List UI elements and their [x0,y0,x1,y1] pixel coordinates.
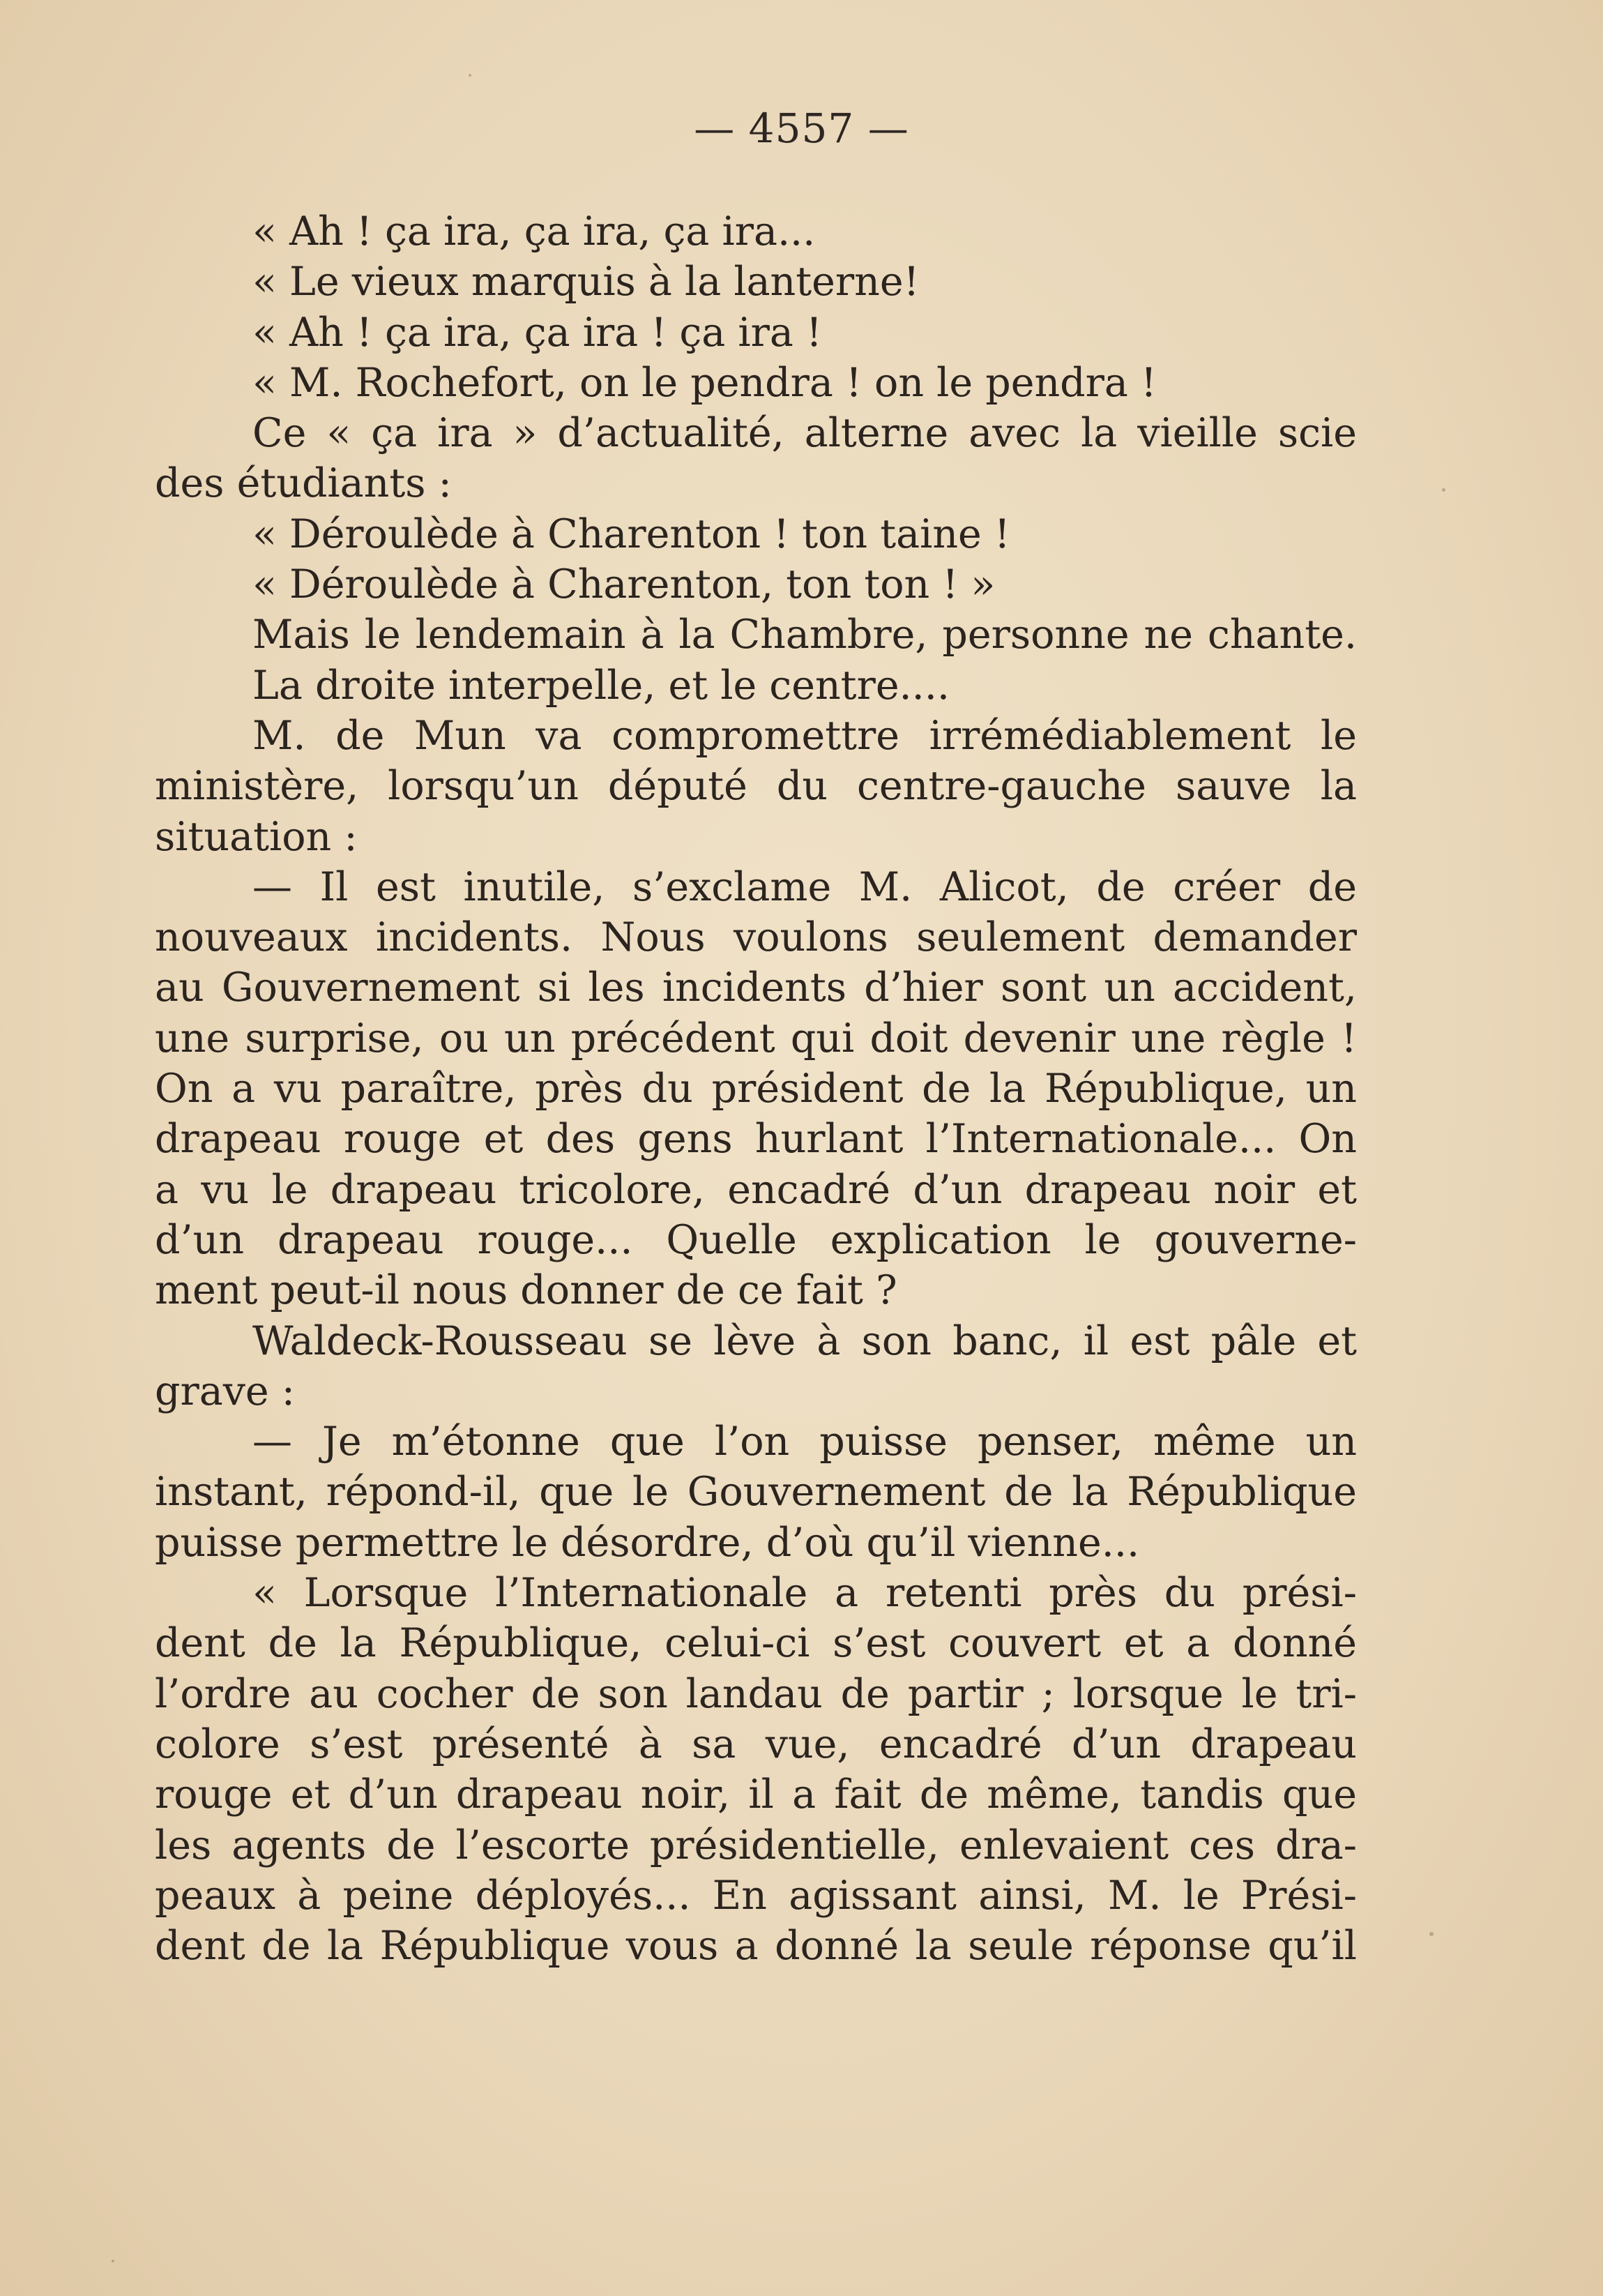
page-number: — 4557 — [694,105,909,152]
text-line: au Gouvernement si les incidents d’hier sont un accident, [155,965,1357,1011]
text-line: l’ordre au cocher de son landau de partir ; lorsque le tri- [155,1670,1357,1717]
text-line: une surprise, ou un précédent qui doit devenir une règle ! [155,1015,1357,1062]
text-line: — Je m’étonne que l’on puisse penser, même un [252,1419,1357,1465]
text-line: — Il est inutile, s’exclame M. Alicot, de créer de [252,863,1357,910]
text-line: « Déroulède à Charenton ! ton taine ! [252,511,1010,557]
text-line: « Lorsque l’Internationale a retenti près du prési- [252,1570,1357,1617]
text-line: ministère, lorsqu’un député du centre-gauche sauve la [155,763,1357,810]
body-text [155,206,1357,1971]
text-line: nouveaux incidents. Nous voulons seulement demander [155,914,1357,961]
text-line: dent de la République, celui-ci s’est couvert et a donné [155,1620,1357,1667]
text-line: Mais le lendemain à la Chambre, personne ne chante. [252,612,1357,658]
text-line: « Le vieux marquis à la lanterne! [252,259,920,305]
paper-speck [1442,488,1445,492]
text-line: peaux à peine déployés... En agissant ainsi, M. le Prési- [155,1872,1357,1919]
text-line: Ce « ça ira » d’actualité, alterne avec la vieille scie [252,410,1357,457]
text-line: « Ah ! ça ira, ça ira ! ça ira ! [252,309,822,356]
text-line: instant, répond-il, que le Gouvernement de la République [155,1469,1357,1516]
text-line: dent de la République vous a donné la seule réponse qu’il [155,1923,1357,1970]
paper-speck [112,2260,114,2263]
text-line: grave : [155,1368,295,1414]
text-line: les agents de l’escorte présidentielle, enlevaient ces dra- [155,1822,1357,1868]
text-line: La droite interpelle, et le centre.... [252,662,950,709]
text-line: Waldeck-Rousseau se lève à son banc, il est pâle et [252,1317,1357,1364]
text-line: drapeau rouge et des gens hurlant l’Internationale... On [155,1116,1357,1163]
text-line: a vu le drapeau tricolore, encadré d’un drapeau noir et [155,1166,1357,1213]
text-line: « M. Rochefort, on le pendra ! on le pendra ! [252,359,1157,406]
text-line: rouge et d’un drapeau noir, il a fait de même, tandis que [155,1772,1357,1818]
text-line: ment peut-il nous donner de ce fait ? [155,1267,897,1314]
paper-speck [1429,1932,1434,1936]
paper-speck [469,74,471,77]
text-line: On a vu paraître, près du président de la République, un [155,1066,1357,1112]
text-line: « Ah ! ça ira, ça ira, ça ira... [252,209,816,255]
text-line: des étudiants : [155,460,452,507]
text-line: d’un drapeau rouge... Quelle explication le gouverne- [155,1216,1357,1263]
text-line: puisse permettre le désordre, d’où qu’il vienne... [155,1519,1140,1566]
text-line: « Déroulède à Charenton, ton ton ! » [252,561,996,608]
text-line: situation : [155,813,358,860]
text-line: colore s’est présenté à sa vue, encadré d’un drapeau [155,1721,1357,1767]
text-line: M. de Mun va compromettre irrémédiablement le [252,712,1357,759]
